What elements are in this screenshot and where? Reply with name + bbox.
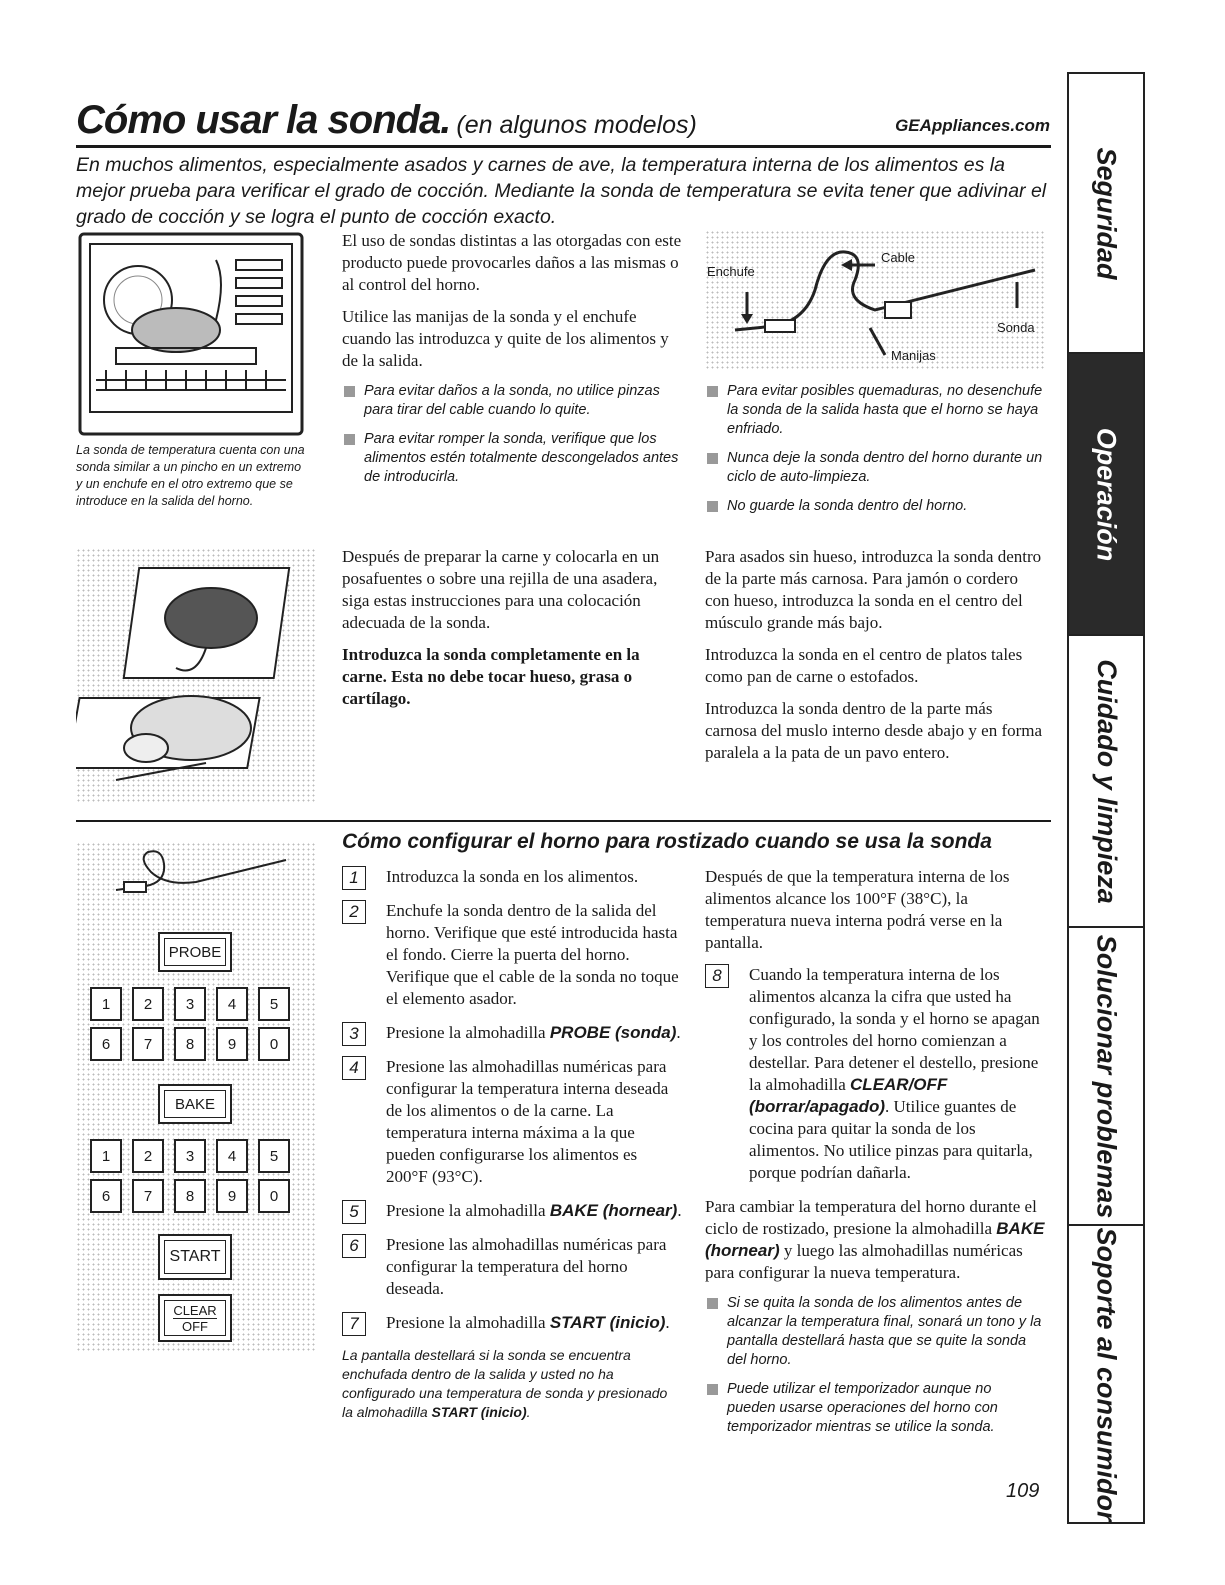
display-temp-paragraph: Después de que la temperatura interna de los alimentos alcance los 100°F (38°C), la temperatura nueva interna podrá verse en la pantalla.	[705, 867, 1010, 952]
step-number: 1	[342, 866, 366, 890]
footnote-start-pad: START (inicio)	[431, 1404, 527, 1420]
keypad-3-key[interactable]: 3	[174, 987, 206, 1021]
start-key[interactable]: START	[158, 1234, 232, 1280]
keypad-8-key-second[interactable]: 8	[174, 1179, 206, 1213]
step-7	[342, 1312, 682, 1334]
placement-instructions	[342, 546, 682, 720]
keypad-3-key-second[interactable]: 3	[174, 1139, 206, 1173]
roast-and-turkey-illustration	[76, 548, 316, 803]
label-enchufe: Enchufe	[707, 264, 755, 279]
keypad-2-key[interactable]: 2	[132, 987, 164, 1021]
page-number: 109	[1006, 1480, 1040, 1502]
step-number: 2	[342, 900, 366, 924]
probe-drawing	[705, 230, 1045, 370]
keypad-1-key[interactable]: 1	[90, 987, 122, 1021]
probe-safety-notes	[705, 382, 1045, 526]
step-number: 8	[705, 964, 729, 988]
keypad-6-key-second[interactable]: 6	[90, 1179, 122, 1213]
step-3	[342, 1022, 682, 1044]
tab-label: Solucionar problemas	[1091, 934, 1122, 1218]
keypad-4-key[interactable]: 4	[216, 987, 248, 1021]
tab-operacion[interactable]	[1069, 354, 1143, 636]
intro-text: En muchos alimentos, especialmente asados y carnes de ave, la temperatura interna de los alimentos es la mejor prueba para verificar el grado de cocción. Mediante la sonda de temperatura se evita tener que adivinar el grado de cocción y se logra el punto de cocción exacto.	[76, 154, 1047, 228]
off-label: OFF	[182, 1318, 208, 1334]
step-text: Presione las almohadillas numéricas para configurar la temperatura interna deseada de los alimentos o de la carne. La temperatura interna máxima a la que pueden configurarse los alimentos es 200°F (93°C).	[386, 1057, 669, 1186]
probe-pad-name: PROBE (sonda)	[549, 1023, 677, 1042]
probe-diagram	[705, 230, 1045, 370]
footnote-punct: .	[526, 1404, 531, 1420]
step-punct: .	[677, 1201, 682, 1220]
keypad-4-key-second[interactable]: 4	[216, 1139, 248, 1173]
label-manijas: Manijas	[891, 348, 936, 363]
probe-info-column	[342, 230, 682, 497]
placement-paragraph: Después de preparar la carne y colocarla en un posafuentes o sobre una rejilla de una asadera, siga estas instrucciones para una colocación adecuada de la sonda.	[342, 547, 660, 632]
section-rule	[76, 820, 1051, 822]
bake-pad-name: BAKE (hornear)	[549, 1201, 678, 1220]
keypad-0-key[interactable]: 0	[258, 1027, 290, 1061]
probe-key[interactable]: PROBE	[158, 932, 232, 972]
tab-seguridad[interactable]	[1069, 74, 1143, 354]
keypad-6-key[interactable]: 6	[90, 1027, 122, 1061]
title-main: Cómo usar la sonda.	[76, 98, 451, 142]
step-text: Enchufe la sonda dentro de la salida del horno. Verifique que esté introducida hasta el fondo. Cierre la puerta del horno. Verifique que el cable de la sonda no toque el elemento asador.	[386, 901, 679, 1008]
tab-label: Cuidado y limpieza	[1091, 658, 1122, 904]
page-title	[76, 98, 697, 143]
note-early-removal: Si se quita la sonda de los alimentos antes de alcanzar la temperatura final, sonará un tono y la pantalla destellará hasta que se quite la sonda del horno.	[705, 1294, 1045, 1370]
step-text: Presione la almohadilla	[386, 1201, 550, 1220]
tab-label: Seguridad	[1091, 146, 1122, 280]
placement-by-food	[705, 546, 1045, 774]
step-number: 6	[342, 1234, 366, 1258]
clear-label: CLEAR	[173, 1302, 217, 1318]
clear-off-key[interactable]	[158, 1294, 232, 1342]
probe-handles-paragraph: Utilice las manijas de la sonda y el enchufe cuando las introduzca y quite de los alimentos y de la salida.	[342, 307, 669, 370]
title-subtitle: (en algunos modelos)	[456, 111, 697, 139]
keypad-8-key[interactable]: 8	[174, 1027, 206, 1061]
step-2	[342, 900, 682, 1010]
keypad-7-key-second[interactable]: 7	[132, 1179, 164, 1213]
header-rule	[76, 145, 1051, 148]
keypad-2-key-second[interactable]: 2	[132, 1139, 164, 1173]
section-sidebar	[1067, 72, 1145, 1524]
flash-footnote	[342, 1346, 682, 1422]
probe-warning-paragraph: El uso de sondas distintas a las otorgadas con este producto puede provocarles daños a las mismas o al control del horno.	[342, 231, 682, 294]
site-url[interactable]: GEAppliances.com	[895, 116, 1050, 135]
keypad-illustration	[76, 842, 316, 1352]
step-5	[342, 1200, 682, 1222]
keypad-7-key[interactable]: 7	[132, 1027, 164, 1061]
change-temp-paragraph	[705, 1196, 1045, 1284]
bake-key[interactable]: BAKE	[158, 1084, 232, 1124]
keypad-9-key-second[interactable]: 9	[216, 1179, 248, 1213]
step-number: 7	[342, 1312, 366, 1336]
footnote-text: La pantalla destellará si la sonda se encuentra enchufada dentro de la salida y usted no ha configurado una temperatura de sonda y presionado la almohadilla	[342, 1347, 668, 1420]
step-text: Presione las almohadillas numéricas para configurar la temperatura del horno deseada.	[386, 1235, 667, 1298]
bake-pad-name-2: BAKE (hornear)	[705, 1219, 1045, 1260]
step-text: Presione la almohadilla	[386, 1313, 550, 1332]
keypad-0-key-second[interactable]: 0	[258, 1179, 290, 1213]
keypad-5-key-second[interactable]: 5	[258, 1139, 290, 1173]
tab-soporte-al-consumidor[interactable]	[1069, 1226, 1143, 1522]
clear-off-pad-name: CLEAR/OFF (borrar/apagado)	[749, 1075, 948, 1116]
start-pad-name: START (inicio)	[549, 1313, 666, 1332]
section2-right-column	[705, 866, 1045, 1447]
change-temp-text: Para cambiar la temperatura del horno durante el ciclo de rostizado, presione la almohadilla	[705, 1197, 1037, 1238]
step-4	[342, 1056, 682, 1188]
keypad-9-key[interactable]: 9	[216, 1027, 248, 1061]
step-text: Presione la almohadilla	[386, 1023, 550, 1042]
step-text-end: . Utilice guantes de cocina para quitar la sonda de los alimentos. No utilice pinzas para quitarla, porque podrían dañarla.	[749, 1097, 1033, 1182]
note-storage: No guarde la sonda dentro del horno.	[705, 497, 1045, 516]
step-number: 4	[342, 1056, 366, 1080]
step-number: 5	[342, 1200, 366, 1224]
step-text: Introduzca la sonda en los alimentos.	[386, 867, 639, 886]
boneless-roast-paragraph: Para asados sin hueso, introduzca la sonda dentro de la parte más carnosa. Para jamón o cordero con hueso, introduzca la sonda en el centro del músculo grande más bajo.	[705, 547, 1042, 632]
oven-illustration	[76, 230, 306, 440]
step-number: 3	[342, 1022, 366, 1046]
oven-caption: La sonda de temperatura cuenta con una sonda similar a un pincho en un extremo y un enchufe en el otro extremo que se introduce en la salida del horno.	[76, 443, 305, 508]
section-heading: Cómo configurar el horno para rostizado cuando se usa la sonda	[342, 830, 992, 853]
keypad-1-key-second[interactable]: 1	[90, 1139, 122, 1173]
probe-small-drawing	[76, 842, 316, 902]
tab-cuidado-y-limpieza[interactable]	[1069, 636, 1143, 928]
step-punct: .	[676, 1023, 681, 1042]
placement-warning: Introduzca la sonda completamente en la carne. Esta no debe tocar hueso, grasa o cartílago.	[342, 645, 640, 708]
change-temp-text-end: y luego las almohadillas numéricas para configurar la nueva temperatura.	[705, 1241, 1023, 1282]
step-1	[342, 866, 682, 888]
turkey-paragraph: Introduzca la sonda dentro de la parte más carnosa del muslo interno desde abajo y en forma paralela a la pata de un pavo entero.	[705, 699, 1043, 762]
tab-label: Soporte al consumidor	[1091, 1226, 1122, 1522]
tab-label: Operación	[1091, 427, 1122, 561]
note-self-clean: Nunca deje la sonda dentro del horno durante un ciclo de auto-limpieza.	[705, 449, 1045, 487]
step-text: Cuando la temperatura interna de los alimentos alcanza la cifra que usted ha configurado, la sonda y el horno se apagan y los controles del horno comienzan a destellar. Para detener el destello, presione la almohadilla	[749, 965, 1040, 1094]
note-timer: Puede utilizar el temporizador aunque no pueden usarse operaciones del horno con temporizador mientras se utilice la sonda.	[705, 1380, 1017, 1437]
keypad-5-key[interactable]: 5	[258, 987, 290, 1021]
label-cable: Cable	[881, 250, 915, 265]
label-sonda: Sonda	[997, 320, 1035, 335]
steps-list	[342, 866, 682, 1422]
step-punct: .	[665, 1313, 670, 1332]
casserole-paragraph: Introduzca la sonda en el centro de platos tales como pan de carne o estofados.	[705, 645, 1023, 686]
note-unplug: Para evitar posibles quemaduras, no desenchufe la sonda de la salida hasta que el horno se haya enfriado.	[705, 382, 1045, 439]
note-pliers: Para evitar daños a la sonda, no utilice pinzas para tirar del cable cuando lo quite.	[342, 382, 682, 420]
step-8	[705, 964, 1045, 1184]
note-thawed: Para evitar romper la sonda, verifique que los alimentos estén totalmente descongelados antes de introducirla.	[342, 430, 682, 487]
tab-solucionar-problemas[interactable]	[1069, 928, 1143, 1226]
step-6	[342, 1234, 682, 1300]
